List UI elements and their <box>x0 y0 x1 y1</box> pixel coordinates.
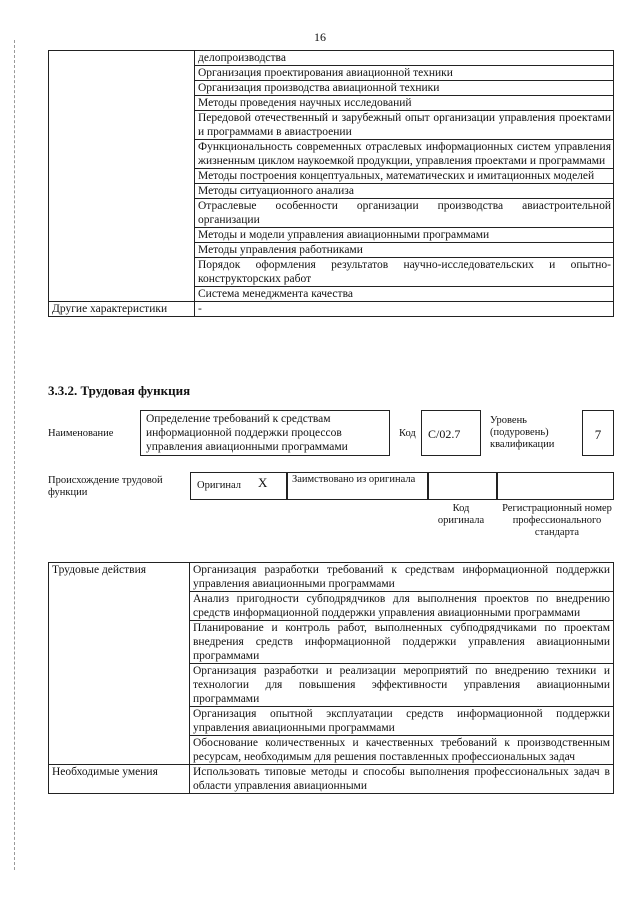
code-original-caption: Код оригинала <box>437 503 485 526</box>
level-label: Уровень (подуровень) квалификации <box>490 415 555 450</box>
other-characteristics-value: - <box>195 302 614 317</box>
table-row: Методы построения концептуальных, математических и имитационных моделей <box>195 169 614 184</box>
table-row: Система менеджмента качества <box>195 287 614 302</box>
scan-edge <box>14 40 15 870</box>
table-row: Использовать типовые методы и способы выполнения профессиональных задач в области управления авиационными <box>190 765 614 794</box>
knowledge-table <box>48 50 614 317</box>
origin-divider <box>286 472 288 500</box>
origin-divider <box>427 472 429 500</box>
original-mark: X <box>258 475 268 490</box>
table-row: Методы ситуационного анализа <box>195 184 614 199</box>
code-label: Код <box>399 428 416 439</box>
labor-table <box>48 562 614 794</box>
table-row: Методы и модели управления авиационными программами <box>195 228 614 243</box>
table-row: Методы управления работниками <box>195 243 614 258</box>
origin-label: Происхождение трудовой функции <box>48 475 163 498</box>
borrowed-label: Заимствовано из оригинала <box>292 474 416 485</box>
table-row: Планирование и контроль работ, выполненных субподрядчиками по проектам внедрения средств информационной поддержки управления авиационными программами <box>190 621 614 664</box>
table-row: Организация проектирования авиационной техники <box>195 66 614 81</box>
other-characteristics-label: Другие характеристики <box>49 302 195 317</box>
empty-label-cell <box>49 51 195 302</box>
table-row: Организация разработки и реализации мероприятий по внедрению техники и технологии для повышения эффективности управления авиационными программами <box>190 664 614 707</box>
table-row: делопроизводства <box>195 51 614 66</box>
original-label: Оригинал <box>197 480 241 491</box>
table-row: Организация опытной эксплуатации средств информационной поддержки управления авиационными программами <box>190 707 614 736</box>
origin-divider <box>496 472 498 500</box>
table-row: Организация разработки требований к средствам информационной поддержки управления авиационными программами <box>190 563 614 592</box>
table-row: Передовой отечественный и зарубежный опыт организации управления проектами и программами в авиастроении <box>195 111 614 140</box>
skills-label: Необходимые умения <box>49 765 190 794</box>
table-row: Порядок оформления результатов научно-исследовательских и опытно-конструкторских работ <box>195 258 614 287</box>
table-row: Обоснование количественных и качественных требований к производственным ресурсам, необходимым для решения поставленных профессиональных задач <box>190 736 614 765</box>
table-row: Отраслевые особенности организации производства авиастроительной организации <box>195 199 614 228</box>
page-number: 16 <box>314 30 326 44</box>
level-value-box: 7 <box>582 410 614 456</box>
table-row: Анализ пригодности субподрядчиков для выполнения проектов по внедрению средств информационной поддержки управления авиационными программами <box>190 592 614 621</box>
labor-actions-label: Трудовые действия <box>49 563 190 765</box>
section-title: 3.3.2. Трудовая функция <box>48 383 191 398</box>
table-row: Функциональность современных отраслевых информационных систем управления жизненным циклом наукоемкой продукции, управления проектами и программами <box>195 140 614 169</box>
function-name-box: Определение требований к средствам информационной поддержки процессов управления авиационными программами <box>140 410 390 456</box>
table-row: Методы проведения научных исследований <box>195 96 614 111</box>
reg-number-caption: Регистрационный номер профессионального стандарта <box>502 503 612 538</box>
table-row: Организация производства авиационной техники <box>195 81 614 96</box>
name-label: Наименование <box>48 428 114 439</box>
code-value-box: C/02.7 <box>421 410 481 456</box>
